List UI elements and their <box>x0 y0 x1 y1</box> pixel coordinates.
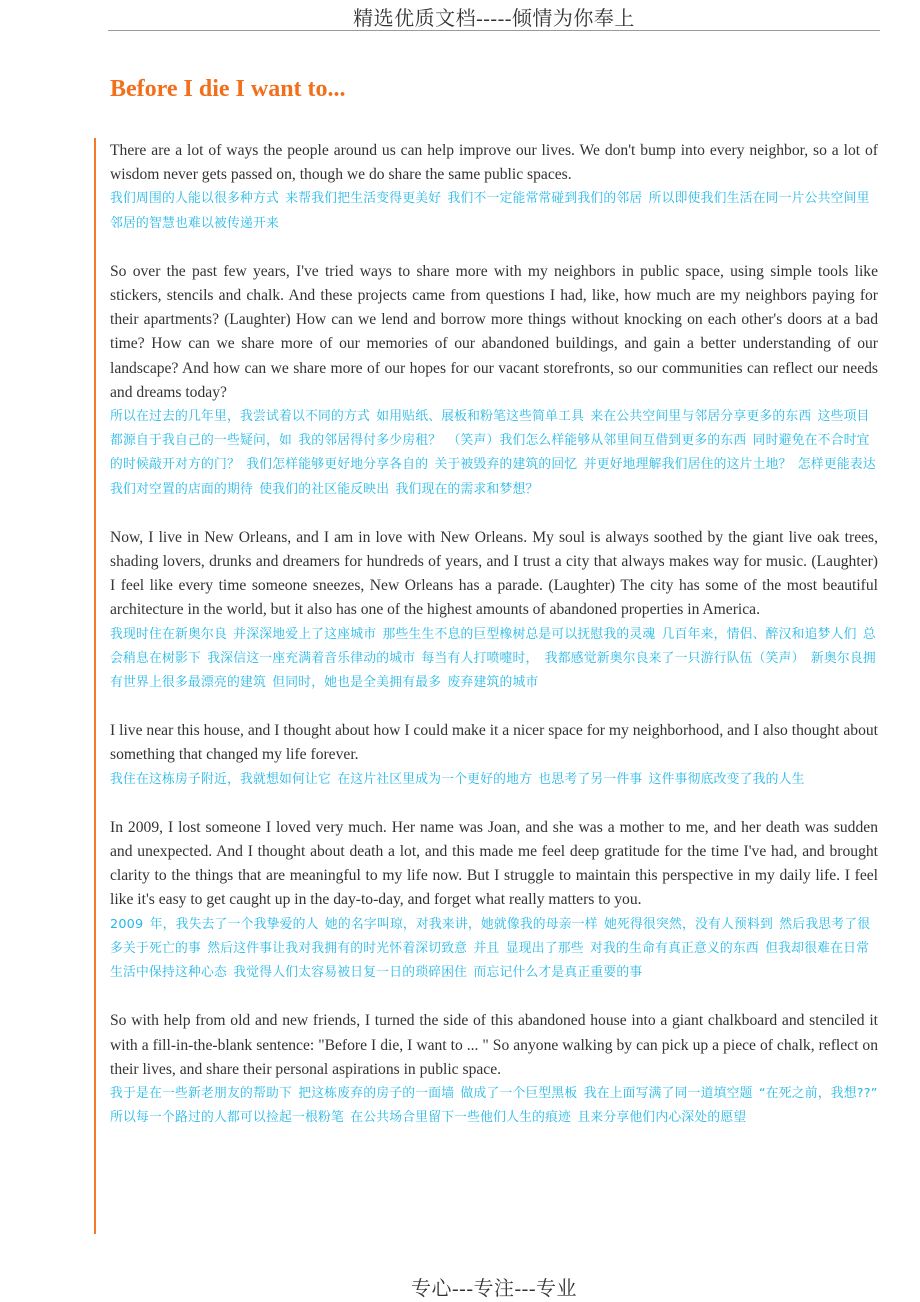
paragraph-1 <box>110 139 878 236</box>
chinese-translation: 我住在这栋房子附近，我就想如何让它 在这片社区里成为一个更好的地方 也思考了另一件事 这件事彻底改变了我的人生 <box>110 771 805 787</box>
english-text: I live near this house, and I thought about how I could make it a nicer space for my neighborhood, and I also thought about something that changed my life forever. <box>110 722 878 764</box>
paragraph-3 <box>110 526 878 695</box>
article-body <box>110 139 878 1154</box>
header-divider <box>108 30 880 31</box>
chinese-translation: 我于是在一些新老朋友的帮助下 把这栋废弃的房子的一面墙 做成了一个巨型黑板 我在上面写满了同一道填空题 “在死之前，我想??” 所以每一个路过的人都可以捡起一根粉笔 在公共场合里留下一些他们人生的痕迹 且来分享他们内心深处的愿望 <box>110 1085 878 1126</box>
paragraph-4 <box>110 719 878 792</box>
page-footer: 专心---专注---专业 <box>411 1278 577 1300</box>
english-text: So over the past few years, I've tried ways to share more with my neighbors in public space, using simple tools like stickers, stencils and chalk. And these projects came from questions I had, like, how much are my neighbors paying for their apartments? (Laughter) How can we lend and borrow more things without knocking on each other's doors at a bad time? How can we share more of our memories of our abandoned buildings, and gain a better understanding of our landscape? And how can we share more of our hopes for our vacant storefronts, so our communities can reflect our needs and dreams today? <box>110 262 878 401</box>
chinese-translation: 2009 年，我失去了一个我挚爱的人 她的名字叫琼，对我来讲，她就像我的母亲一样 她死得很突然，没有人预料到 然后我思考了很多关于死亡的事 然后这件事让我对我拥有的时光怀着深切致意 并且 显现出了那些 对我的生命有真正意义的东西 但我却很难在日常生活中保持这种心态 我觉得人们太容易被日复一日的琐碎困住 而忘记什么才是真正重要的事 <box>110 916 871 981</box>
english-text: So with help from old and new friends, I turned the side of this abandoned house into a giant chalkboard and stenciled it with a fill-in-the-blank sentence: "Before I die, I want to ... " So anyone walking by can pick up a piece of chalk, reflect on their lives, and share their personal aspirations in public space. <box>110 1012 878 1078</box>
page-header: 精选优质文档-----倾情为你奉上 <box>353 8 635 30</box>
left-accent-bar <box>94 138 96 1234</box>
paragraph-6 <box>110 1009 878 1130</box>
chinese-translation: 我们周围的人能以很多种方式 来帮我们把生活变得更美好 我们不一定能常常碰到我们的邻居 所以即使我们生活在同一片公共空间里 邻居的智慧也难以被传递开来 <box>110 191 870 231</box>
english-text: Now, I live in New Orleans, and I am in love with New Orleans. My soul is always soothed by the giant live oak trees, shading lovers, drunks and dreamers for hundreds of years, and I trust a city that always makes way for music. (Laughter) I feel like every time someone sneezes, New Orleans has a parade. (Laughter) The city has some of the most beautiful architecture in the world, but it also has one of the highest amounts of abandoned properties in America. <box>110 528 878 619</box>
chinese-translation: 我现时住在新奥尔良 并深深地爱上了这座城市 那些生生不息的巨型橡树总是可以抚慰我的灵魂 几百年来，情侣、醉汉和追梦人们 总会稍息在树影下 我深信这一座充满着音乐律动的城市 每当有人打喷嚏时， 我都感觉新奥尔良来了一只游行队伍（笑声） 新奥尔良拥有世界上很多最漂亮的建筑 但同时，她也是全美拥有最多 废弃建筑的城市 <box>110 626 876 691</box>
paragraph-2 <box>110 260 878 502</box>
article-title: Before I die I want to... <box>110 76 346 102</box>
english-text: In 2009, I lost someone I loved very much. Her name was Joan, and she was a mother to me, and her death was sudden and unexpected. And I thought about death a lot, and this made me feel deep gratitude for the time I've had, and brought clarity to the things that are meaningful to my life now. But I struggle to maintain this perspective in my daily life. I feel like it's easy to get caught up in the day-to-day, and forget what really matters to you. <box>110 818 878 909</box>
paragraph-5 <box>110 816 878 985</box>
chinese-translation: 所以在过去的几年里，我尝试着以不同的方式 如用贴纸、展板和粉笔这些简单工具 来在公共空间里与邻居分享更多的东西 这些项目都源自于我自己的一些疑问，如 我的邻居得付多少房租？ （笑声）我们怎么样能够从邻里间互借到更多的东西 同时避免在不合时宜的时候敲开对方的门？ 我们怎样能够更好地分享各自的 关于被毁弃的建筑的回忆 并更好地理解我们居住的这片土地？ 怎样更能表达我们对空置的店面的期待 使我们的社区能反映出 我们现在的需求和梦想？ <box>110 409 876 497</box>
english-text: There are a lot of ways the people around us can help improve our lives. We don't bump into every neighbor, so a lot of wisdom never gets passed on, though we do share the same public spaces. <box>110 142 878 184</box>
